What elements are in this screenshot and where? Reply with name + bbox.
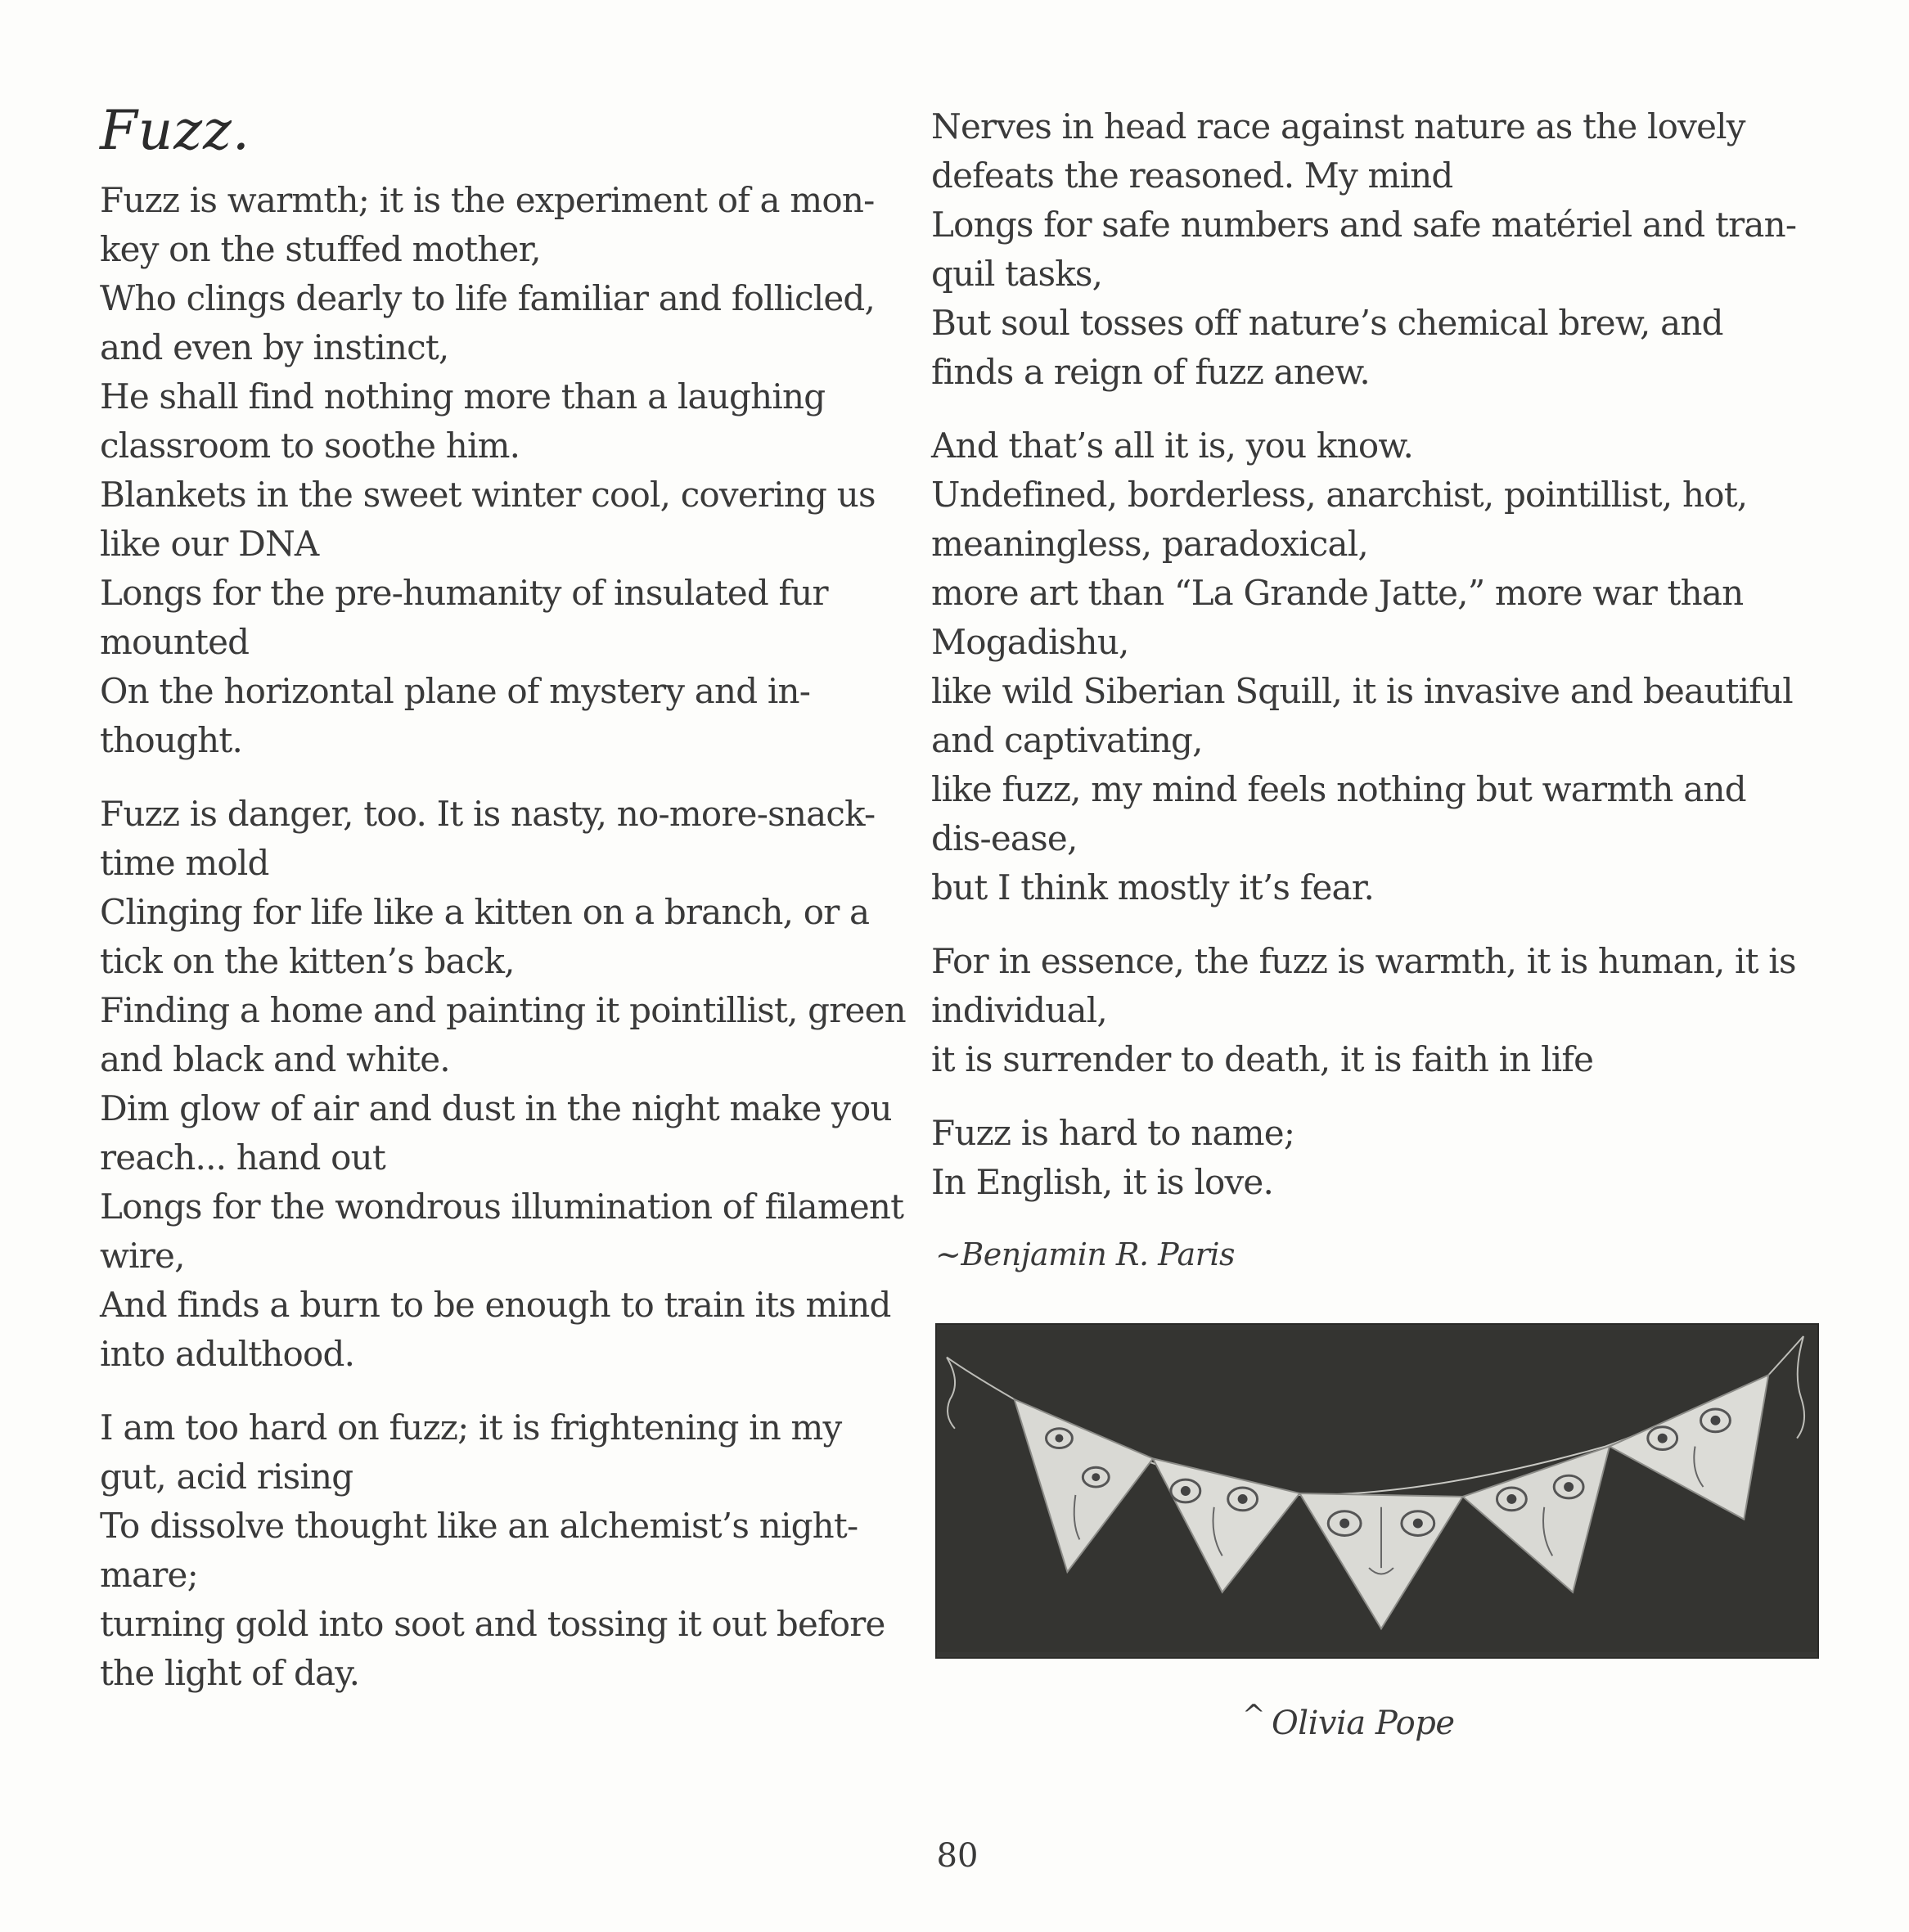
poem-line: Who clings dearly to life familiar and follicled, — [100, 278, 876, 318]
page-number: 80 — [936, 1837, 979, 1875]
poem-line: the light of day. — [100, 1653, 360, 1693]
poem-line: mounted — [100, 622, 250, 662]
poem-right-column — [931, 102, 1815, 1207]
poem-line: turning gold into soot and tossing it out before — [100, 1604, 885, 1644]
poem-line: Longs for safe numbers and safe matériel and tran- — [931, 205, 1797, 245]
poem-line: Nerves in head race against nature as the lovely — [931, 106, 1745, 146]
poem-line: individual, — [931, 990, 1107, 1030]
poem-line: and captivating, — [931, 720, 1203, 760]
poem-line: In English, it is love. — [931, 1162, 1274, 1202]
poem-line: mare; — [100, 1555, 198, 1595]
poem-line: Clinging for life like a kitten on a branch, or a — [100, 892, 870, 932]
poem-line: and black and white. — [100, 1039, 450, 1079]
poem-line: Longs for the pre-humanity of insulated fur — [100, 573, 828, 613]
poem-line: But soul tosses off nature’s chemical brew, and — [931, 303, 1723, 343]
stanza-2 — [100, 790, 934, 1379]
poem-line: To dissolve thought like an alchemist’s night- — [100, 1506, 858, 1546]
poem-line: And finds a burn to be enough to train its mind — [100, 1285, 891, 1325]
poem-line: Fuzz is hard to name; — [931, 1113, 1295, 1153]
poem-line: He shall find nothing more than a laughing — [100, 376, 826, 417]
poem-line: like wild Siberian Squill, it is invasive and beautiful — [931, 671, 1793, 711]
poem-line: more art than “La Grande Jatte,” more war than — [931, 573, 1744, 613]
poem-line: Dim glow of air and dust in the night make you — [100, 1088, 892, 1128]
poem-line: wire, — [100, 1236, 185, 1276]
poem-line: meaningless, paradoxical, — [931, 524, 1368, 564]
poem-line: dis-ease, — [931, 818, 1078, 858]
poem-line: Mogadishu, — [931, 622, 1129, 662]
poem-line: tick on the kitten’s back, — [100, 941, 515, 981]
pennant-artwork-image — [935, 1323, 1819, 1659]
poem-line: Fuzz is warmth; it is the experiment of a mon- — [100, 180, 875, 220]
poem-line: Fuzz is danger, too. It is nasty, no-more-snack- — [100, 794, 876, 834]
caret-up-icon: ^ — [1242, 1699, 1265, 1732]
stanza-1 — [100, 176, 934, 765]
poem-line: On the horizontal plane of mystery and in- — [100, 671, 811, 711]
poem-line: reach... hand out — [100, 1137, 385, 1178]
poem-line: Blankets in the sweet winter cool, covering us — [100, 475, 876, 515]
poem-line: key on the stuffed mother, — [100, 229, 541, 269]
artwork-caption — [1242, 1692, 1454, 1746]
poem-line: like our DNA — [100, 524, 319, 564]
poem-line: and even by instinct, — [100, 327, 449, 367]
stanza-3 — [100, 1403, 934, 1698]
poem-line: defeats the reasoned. My mind — [931, 155, 1453, 196]
poem-line: into adulthood. — [100, 1334, 355, 1374]
poem-title: Fuzz. — [100, 99, 250, 162]
stanza-6 — [931, 937, 1815, 1084]
stanza-7 — [931, 1109, 1815, 1207]
poem-line: classroom to soothe him. — [100, 426, 520, 466]
poem-line: And that’s all it is, you know. — [931, 426, 1414, 466]
poem-line: For in essence, the fuzz is warmth, it is human, it is — [931, 941, 1796, 981]
poem-line: like fuzz, my mind feels nothing but warmth and — [931, 769, 1746, 809]
poem-line: I am too hard on fuzz; it is frightening in my — [100, 1407, 842, 1448]
stanza-5 — [931, 421, 1815, 912]
author-signature: ~Benjamin R. Paris — [935, 1236, 1236, 1272]
poem-line: gut, acid rising — [100, 1457, 353, 1497]
poem-line: but I think mostly it’s fear. — [931, 867, 1374, 907]
artist-name: Olivia Pope — [1272, 1705, 1455, 1742]
poem-left-column — [100, 176, 934, 1698]
poem-line: Finding a home and painting it pointillist, green — [100, 990, 906, 1030]
pennant-banner-illustration — [937, 1325, 1817, 1657]
poem-line: quil tasks, — [931, 254, 1103, 294]
poem-line: Undefined, borderless, anarchist, pointillist, hot, — [931, 475, 1748, 515]
poem-line: thought. — [100, 720, 243, 760]
poem-line: it is surrender to death, it is faith in life — [931, 1039, 1594, 1079]
stanza-4 — [931, 102, 1815, 397]
poem-line: Longs for the wondrous illumination of filament — [100, 1187, 904, 1227]
poem-line: time mold — [100, 843, 269, 883]
poem-line: finds a reign of fuzz anew. — [931, 352, 1370, 392]
